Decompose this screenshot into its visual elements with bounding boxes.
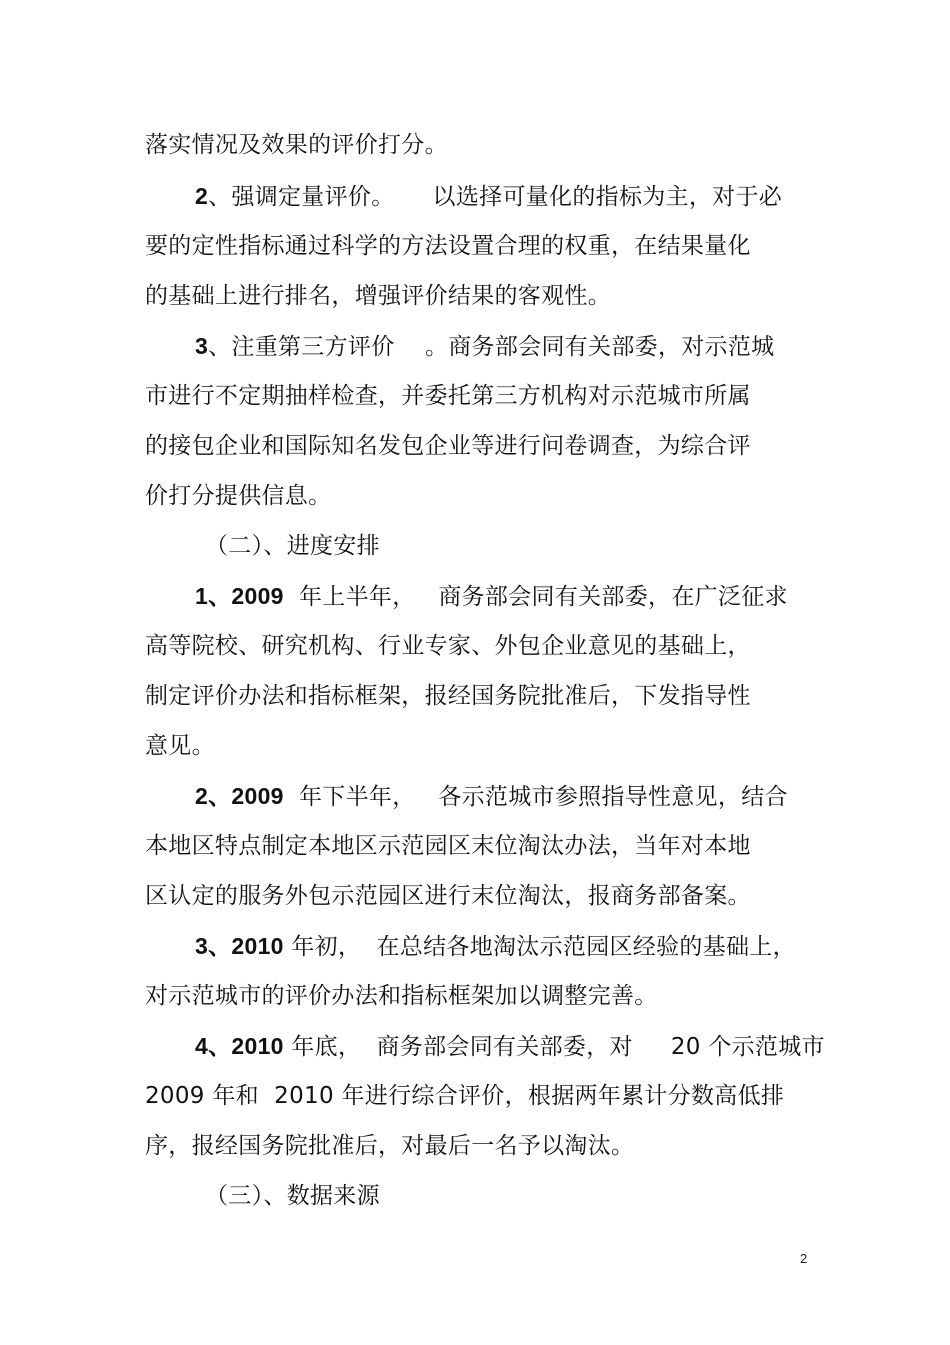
item-number: 4、2010 [195,1033,284,1059]
item-number: 3、2010 [195,933,284,959]
item-number: 1、2009 [195,583,284,609]
paragraph-line: 2、2009 年下半年， 各示范城市参照指导性意见，结合 [195,783,788,810]
paragraph-line: 序，报经国务院批准后，对最后一名予以淘汰。 [145,1133,635,1159]
paragraph-line: 的接包企业和国际知名发包企业等进行问卷调查，为综合评 [145,433,751,459]
item-number: 2 [195,183,209,209]
paragraph-line: 落实情况及效果的评价打分。 [145,132,448,158]
paragraph-line: 2009 年和 2010 年进行综合评价，根据两年累计分数高低排 [145,1083,785,1109]
paragraph-line: 3、注重第三方评价 。商务部会同有关部委，对示范城 [195,333,775,360]
item-number: 3 [195,333,209,359]
paragraph-line: 区认定的服务外包示范园区进行末位淘汰，报商务部备案。 [145,883,751,909]
paragraph-line: 2、强调定量评价。 以选择可量化的指标为主，对于必 [195,183,783,210]
paragraph-line: 1、2009 年上半年， 商务部会同有关部委，在广泛征求 [195,583,788,610]
item-number: 2、2009 [195,783,284,809]
section-heading: （二）、进度安排 [205,533,380,559]
section-heading: （三）、数据来源 [205,1183,380,1209]
paragraph-line: 市进行不定期抽样检查，并委托第三方机构对示范城市所属 [145,383,751,409]
page-number: 2 [800,1251,808,1266]
paragraph-line: 要的定性指标通过科学的方法设置合理的权重，在结果量化 [145,233,751,259]
paragraph-line: 高等院校、研究机构、行业专家、外包企业意见的基础上， [145,633,751,659]
paragraph-line: 3、2010 年初， 在总结各地淘汰示范园区经验的基础上， [195,933,796,960]
paragraph-line: 意见。 [145,733,215,759]
paragraph-line: 制定评价办法和指标框架，报经国务院批准后，下发指导性 [145,683,751,709]
paragraph-line: 价打分提供信息。 [145,483,332,509]
paragraph-line: 的基础上进行排名，增强评价结果的客观性。 [145,283,611,309]
paragraph-line: 对示范城市的评价办法和指标框架加以调整完善。 [145,983,658,1009]
paragraph-line: 本地区特点制定本地区示范园区末位淘汰办法，当年对本地 [145,833,751,859]
paragraph-line: 4、2010 年底， 商务部会同有关部委，对 20 个示范城市 [195,1033,825,1060]
